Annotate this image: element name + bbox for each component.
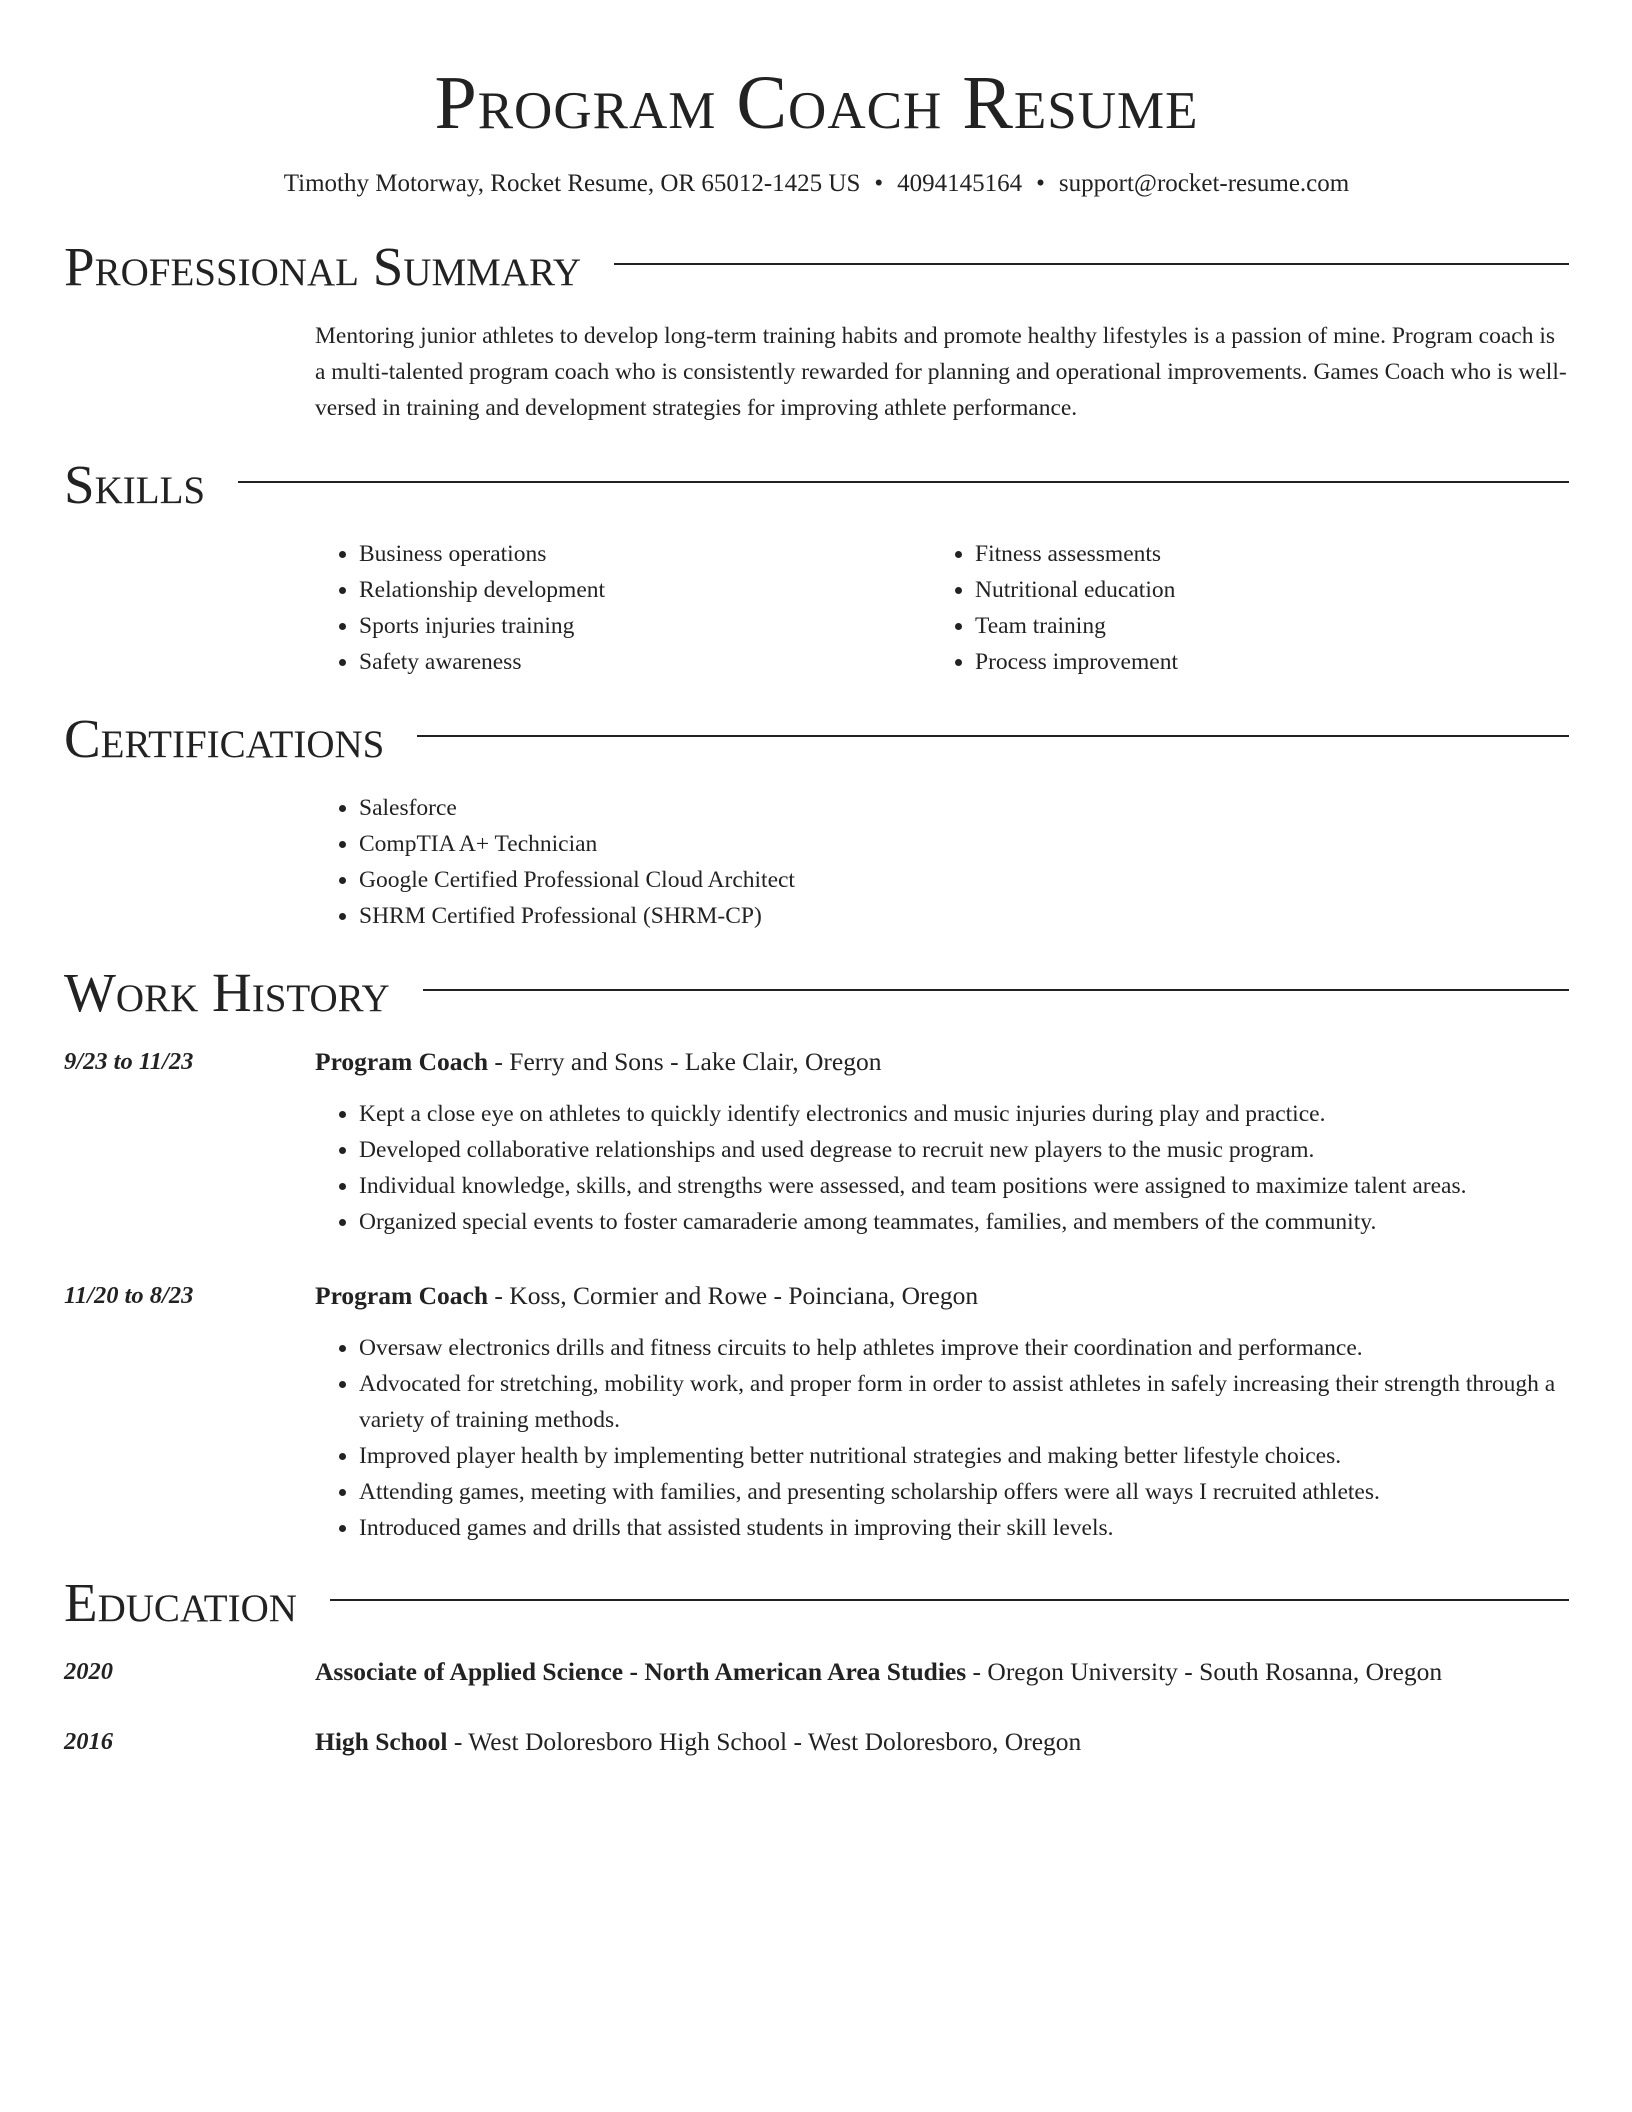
certification-item: • Salesforce [359,790,1569,826]
work-heading [315,1044,1569,1080]
work-bullet: • Introduced games and drills that assisted students in improving their skill levels. [359,1510,1569,1546]
employer-details: - Koss, Cormier and Rowe - Poinciana, Oregon [488,1281,979,1310]
section-title-work-history: Work History [64,962,390,1023]
work-history-section-header [64,962,1569,1024]
certifications-list [315,790,1569,934]
skills-column-left [315,536,931,680]
section-title-summary: Professional Summary [64,236,582,297]
education-heading [315,1724,1569,1760]
summary-section-header [64,236,1569,298]
degree: High School [315,1727,448,1756]
work-bullet: • Attending games, meeting with families, and presenting scholarship offers were all ways I recruited athletes. [359,1474,1569,1510]
section-title-certifications: Certifications [64,708,385,769]
work-bullet: • Developed collaborative relationships and used degrease to recruit new players to the music program. [359,1132,1569,1168]
education-year: 2020 [64,1658,113,1685]
work-entry [64,1278,1569,1546]
work-bullet: • Organized special events to foster camaraderie among teammates, families, and members of the community. [359,1204,1569,1240]
work-bullet: • Advocated for stretching, mobility work, and proper form in order to assist athletes in safely increasing their strength through a variety of training methods. [359,1366,1569,1438]
section-divider [330,1599,1569,1601]
section-title-skills: Skills [64,454,206,515]
skill-item: • Safety awareness [359,644,931,680]
work-dates: 11/20 to 8/23 [64,1282,194,1309]
school-details: - West Doloresboro High School - West Doloresboro, Oregon [447,1727,1082,1756]
work-heading [315,1278,1569,1314]
education-section-header [64,1572,1569,1634]
education-entry-body [315,1724,1569,1760]
section-divider [614,263,1569,265]
work-bullet: • Improved player health by implementing better nutritional strategies and making better lifestyle choices. [359,1438,1569,1474]
certification-item: • SHRM Certified Professional (SHRM-CP) [359,898,1569,934]
skill-item: • Nutritional education [975,572,1547,608]
skill-item: • Sports injuries training [359,608,931,644]
work-entry-body [315,1278,1569,1546]
resume-page [64,0,1569,1760]
skill-item: • Process improvement [975,644,1547,680]
skill-item: • Fitness assessments [975,536,1547,572]
bullet-separator: • [874,170,884,197]
work-bullet: • Oversaw electronics drills and fitness circuits to help athletes improve their coordination and performance. [359,1330,1569,1366]
resume-title: Program Coach Resume [434,61,1199,145]
bullet-separator: • [1036,170,1045,197]
employer-details: - Ferry and Sons - Lake Clair, Oregon [488,1047,882,1076]
degree: Associate of Applied Science - North American Area Studies [315,1657,967,1686]
work-entry-body [315,1044,1569,1240]
work-entry [64,1044,1569,1240]
contact-line [64,168,1569,200]
skills-section-header [64,454,1569,516]
certification-item: • CompTIA A+ Technician [359,826,1569,862]
contact-phone: 4094145164 [897,170,1023,197]
section-divider [423,989,1569,991]
work-bullet: • Kept a close eye on athletes to quickly identify electronics and music injuries during play and practice. [359,1096,1569,1132]
certifications-section-header [64,708,1569,770]
education-entry-body [315,1654,1569,1690]
education-entry [64,1724,1569,1760]
skill-item: • Business operations [359,536,931,572]
work-dates: 9/23 to 11/23 [64,1048,194,1075]
school-details: - Oregon University - South Rosanna, Oregon [966,1657,1443,1686]
section-divider [238,481,1569,483]
skill-item: • Relationship development [359,572,931,608]
education-entry [64,1654,1569,1690]
education-year: 2016 [64,1728,113,1755]
section-divider [417,735,1569,737]
education-heading [315,1654,1569,1690]
contact-address: Timothy Motorway, Rocket Resume, OR 65012-1425 US [283,170,861,197]
work-bullet: • Individual knowledge, skills, and strengths were assessed, and team positions were assigned to maximize talent areas. [359,1168,1569,1204]
section-title-education: Education [64,1572,297,1633]
skills-list [315,536,1569,680]
skills-column-right [931,536,1547,680]
summary-text: Mentoring junior athletes to develop long-term training habits and promote healthy lifestyles is a passion of mine. Program coach is a multi-talented program coach who is consistently rewarded for planning and operational improvements. Games Coach who is well-versed in training and development strategies for improving athlete performance. [315,323,1567,421]
job-title: Program Coach [315,1281,489,1310]
job-title: Program Coach [315,1047,489,1076]
certification-item: • Google Certified Professional Cloud Architect [359,862,1569,898]
skill-item: • Team training [975,608,1547,644]
contact-email: support@rocket-resume.com [1058,170,1350,197]
